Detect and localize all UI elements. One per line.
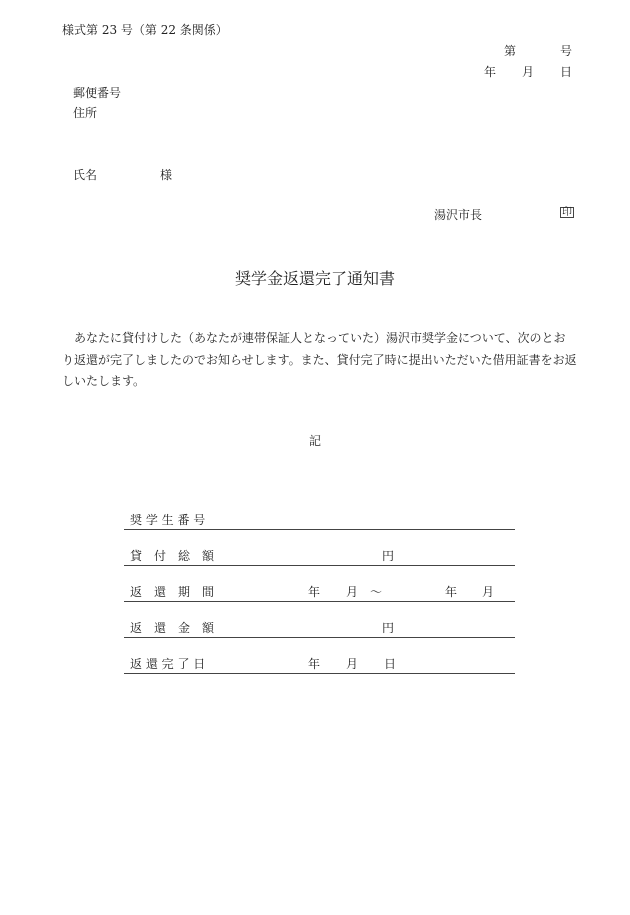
doc-no-prefix: 第 — [503, 44, 516, 58]
table-row-completion-date — [124, 654, 515, 674]
address-label: 住所 — [73, 106, 98, 120]
issuer-title: 湯沢市長 — [434, 208, 483, 222]
row-label: 返 還 金 額 — [130, 621, 215, 635]
row-label: 返 還 完 了 日 — [130, 657, 206, 671]
ki-marker: 記 — [308, 434, 321, 448]
date-month: 月 — [521, 65, 534, 79]
completion-month: 月 — [346, 657, 359, 671]
period-tilde: ～ — [370, 585, 383, 599]
doc-no-suffix: 号 — [559, 44, 572, 58]
end-year: 年 — [445, 585, 458, 599]
seal-mark: 印 — [562, 207, 572, 218]
completion-day: 日 — [384, 657, 397, 671]
unit-yen: 円 — [382, 621, 395, 635]
row-label: 返 還 期 間 — [130, 585, 215, 599]
start-month: 月 — [346, 585, 359, 599]
document-title: 奨学金返還完了通知書 — [234, 269, 395, 288]
document-date — [484, 63, 572, 80]
table-row-student-number — [124, 510, 515, 530]
notice-body-text: あなたに貸付けした（あなたが連帯保証人となっていた）湯沢市奨学金について、次のとおり返還が完了しましたのでお知らせします。また、貸付完了時に提出いただいた借用証書をお返しいたします。 — [62, 331, 577, 388]
table-row-repayment-amount — [124, 618, 515, 638]
table-row-total-loan — [124, 546, 515, 566]
start-year: 年 — [308, 585, 321, 599]
postal-code-label: 郵便番号 — [73, 86, 122, 100]
honorific: 様 — [160, 168, 173, 182]
unit-yen: 円 — [382, 549, 395, 563]
form-number: 様式第 23 号（第 22 条関係） — [62, 23, 228, 37]
date-year: 年 — [483, 65, 496, 79]
row-label: 奨 学 生 番 号 — [130, 513, 206, 527]
date-day: 日 — [559, 65, 572, 79]
completion-year: 年 — [308, 657, 321, 671]
name-label: 氏名 — [73, 168, 98, 182]
end-month: 月 — [482, 585, 495, 599]
document-number — [504, 42, 572, 59]
row-label: 貸 付 総 額 — [130, 549, 215, 563]
table-row-repayment-period — [124, 582, 515, 602]
